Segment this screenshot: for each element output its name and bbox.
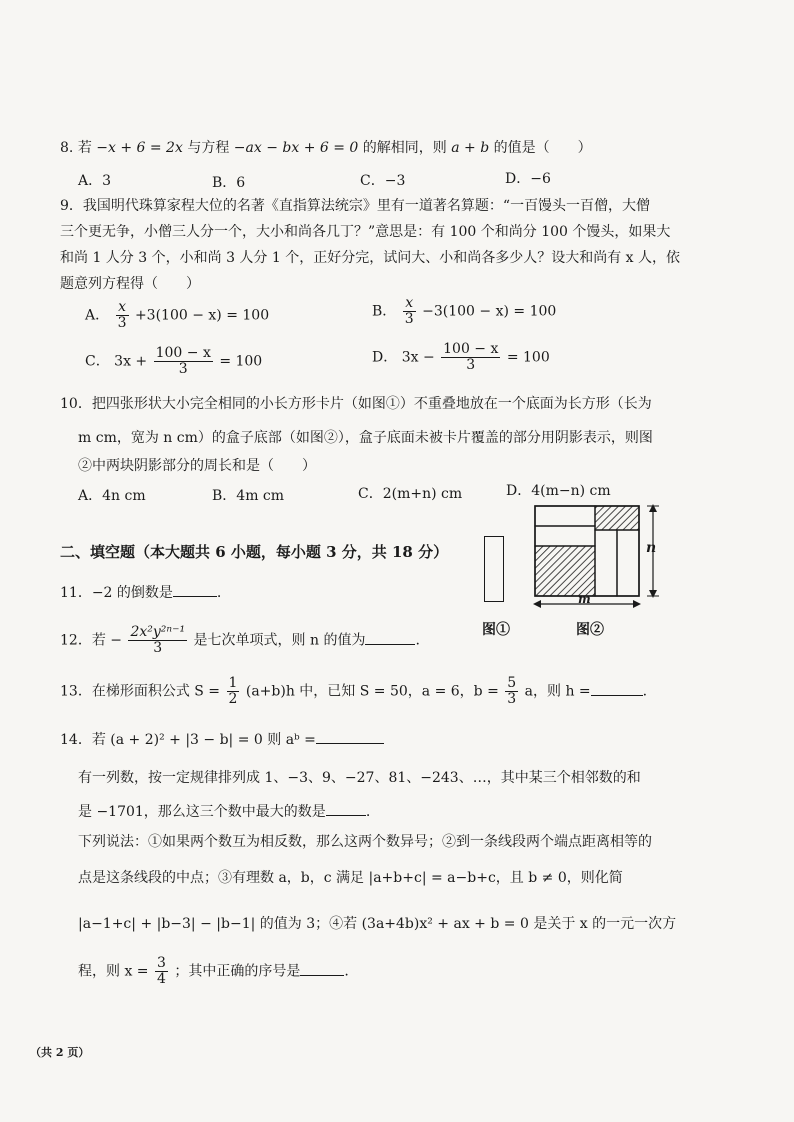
q10-option-d[interactable]: D．4(m−n) cm bbox=[506, 483, 611, 499]
q10-line-3: ②中两块阴影部分的周长和是（ ） bbox=[78, 458, 316, 474]
fraction: $\frac{3}{4}$ bbox=[156, 955, 166, 987]
fraction: $\frac{1}{2}$ bbox=[228, 675, 238, 707]
fraction: $\frac{x}{3}$ bbox=[404, 295, 414, 327]
card-vertical-1 bbox=[595, 530, 617, 596]
figure-2-label: 图② bbox=[576, 622, 604, 638]
card-horizontal-2 bbox=[535, 526, 595, 546]
label-m: m bbox=[578, 592, 591, 606]
q16-line-2: 点是这条线段的中点；③有理数 a，b，c 满足 |a+b+c| = a−b+c，且 b ≠ 0，则化简 bbox=[78, 870, 623, 886]
q8-stem: 8. 若 −x + 6 = 2x 与方程 −ax − bx + 6 = 0 的解相同，则 a + b 的值是（ ） bbox=[60, 140, 592, 156]
q11: 11．−2 的倒数是 . bbox=[60, 585, 222, 601]
q10-option-b[interactable]: B．4m cm bbox=[212, 488, 285, 504]
card-vertical-2 bbox=[617, 530, 639, 596]
figure-1-label: 图① bbox=[482, 622, 510, 638]
section-2-heading: 二、填空题（本大题共 6 小题，每小题 3 分，共 18 分） bbox=[60, 543, 449, 561]
q9-line-3: 和尚 1 人分 3 个，小和尚 3 人分 1 个，正好分完，试问大、小和尚各多少人？设大和尚有 x 人，依 bbox=[60, 250, 681, 266]
q9-option-c[interactable]: C． 3x + $\frac{100 - x}{3}$ = 100 bbox=[85, 345, 263, 377]
shaded-region-top-right bbox=[595, 506, 639, 530]
q9-option-d[interactable]: D． 3x − $\frac{100 - x}{3}$ = 100 bbox=[372, 341, 550, 373]
q8-option-a[interactable]: A．3 bbox=[78, 173, 112, 189]
q9-line-2: 三个更无争，小僧三人分一个，大小和尚各几丁？”意思是：有 100 个和尚分 100 个馒头，如果大 bbox=[60, 224, 671, 240]
label-n: n bbox=[646, 540, 657, 556]
q13: 13．在梯形面积公式 S = $\frac{1}{2}$ (a+b)h 中，已知 S = 50，a = 6，b = $\frac{5}{3}$ a，则 h = . bbox=[60, 675, 648, 707]
q9-option-a[interactable]: A． $\frac{x}{3}$ +3(100 − x) = 100 bbox=[85, 299, 270, 331]
figure-1-card bbox=[484, 536, 504, 602]
shaded-region-left bbox=[535, 546, 595, 596]
q10-line-2: m cm，宽为 n cm）的盒子底部（如图②），盒子底面未被卡片覆盖的部分用阴影表示，则图 bbox=[78, 430, 653, 446]
q8-option-d[interactable]: D．−6 bbox=[505, 171, 551, 187]
figure-2-diagram bbox=[525, 500, 665, 610]
q14-answer-blank[interactable] bbox=[316, 743, 384, 744]
q16-line-3: |a−1+c| + |b−3| − |b−1| 的值为 3；④若 (3a+4b)x² + ax + b = 0 是关于 x 的一元一次方 bbox=[78, 916, 677, 932]
q8-number: 8. bbox=[60, 140, 74, 156]
page-footer: （共 2 页） bbox=[30, 1046, 90, 1059]
q9-line-4: 题意列方程得（ ） bbox=[60, 276, 200, 292]
q10-option-a[interactable]: A．4n cm bbox=[78, 488, 146, 504]
q9-option-b[interactable]: B． $\frac{x}{3}$ −3(100 − x) = 100 bbox=[372, 295, 557, 327]
q15-answer-blank[interactable] bbox=[326, 815, 366, 816]
q16-line-1: 下列说法：①如果两个数互为相反数，那么这两个数异号；②到一条线段两个端点距离相等的 bbox=[78, 834, 652, 850]
q16-answer-blank[interactable] bbox=[300, 975, 344, 976]
q15-line-1: 有一列数，按一定规律排列成 1、−3、9、−27、81、−243、…，其中某三个相邻数的和 bbox=[78, 770, 641, 786]
card-horizontal-1 bbox=[535, 506, 595, 526]
q16-line-4: 程，则 x = $\frac{3}{4}$ ；其中正确的序号是 . bbox=[78, 955, 349, 987]
fraction: $\frac{\text{2x²y²ⁿ⁻¹}}{3}$ bbox=[130, 624, 186, 656]
q10-option-c[interactable]: C．2(m+n) cm bbox=[358, 486, 463, 502]
q13-answer-blank[interactable] bbox=[591, 695, 643, 696]
q15-line-2: 是 −1701，那么这三个数中最大的数是 . bbox=[78, 804, 371, 820]
q10-line-1: 10．把四张形状大小完全相同的小长方形卡片（如图①）不重叠地放在一个底面为长方形（长为 bbox=[60, 396, 652, 412]
fraction: $\frac{x}{3}$ bbox=[117, 299, 127, 331]
q8-option-c[interactable]: C．−3 bbox=[360, 173, 406, 189]
q8-option-b[interactable]: B．6 bbox=[212, 175, 246, 191]
q12: 12．若 − $\frac{\text{2x²y²ⁿ⁻¹}}{3}$ 是七次单项式，则 n 的值为 . bbox=[60, 624, 420, 656]
fraction: $\frac{100 - x}{3}$ bbox=[155, 345, 211, 377]
q12-answer-blank[interactable] bbox=[365, 644, 415, 645]
fraction: $\frac{100 - x}{3}$ bbox=[443, 341, 499, 373]
fraction: $\frac{5}{3}$ bbox=[507, 675, 517, 707]
q9-line-1: 9．我国明代珠算家程大位的名著《直指算法统宗》里有一道著名算题：“一百馒头一百僧，大僧 bbox=[60, 198, 651, 214]
q11-answer-blank[interactable] bbox=[173, 596, 217, 597]
q14: 14．若 (a + 2)² + |3 − b| = 0 则 aᵇ = bbox=[60, 730, 384, 750]
